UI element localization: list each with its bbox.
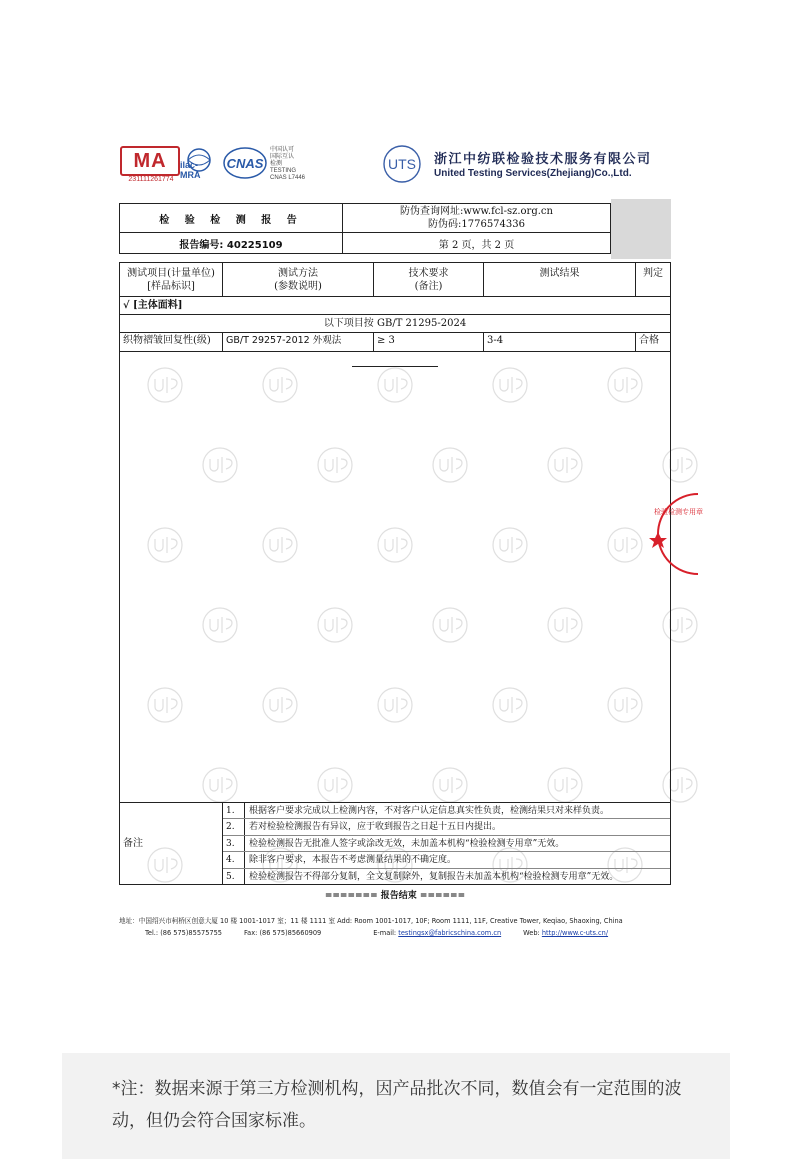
header-requirement xyxy=(374,263,484,297)
qr-code-placeholder xyxy=(611,199,671,259)
cnas-side-line: 检测 xyxy=(270,161,283,167)
cnas-side-line: CNAS L7446 xyxy=(270,175,306,181)
ilac-mra-logo xyxy=(180,146,218,182)
cnas-side-text xyxy=(270,147,310,182)
results-table xyxy=(119,262,671,885)
header-method-line: 测试方法 xyxy=(278,268,318,279)
note-line xyxy=(223,852,670,868)
stamp-text: 检验检测专用章 xyxy=(654,508,703,516)
notes-list xyxy=(223,803,670,885)
note-number: 4. xyxy=(223,852,245,867)
report-end-marker: ======= 报告结束 ====== xyxy=(324,891,466,901)
company-name-en: United Testing Services(Zhejiang)Co.,Ltd. xyxy=(434,168,632,179)
contact-line xyxy=(119,927,679,939)
cma-number: 231111261774 xyxy=(128,176,174,183)
note-line xyxy=(223,819,670,835)
table-row xyxy=(120,333,670,352)
fax: Fax: (86 575)85660909 xyxy=(244,929,322,937)
cnas-side-line: TESTING xyxy=(270,168,297,174)
note-line xyxy=(223,836,670,852)
header-method-line: (参数说明) xyxy=(274,281,322,292)
header-item-line: 测试项目(计量单位) xyxy=(127,268,215,279)
cell-item: 织物褶皱回复性(级) xyxy=(120,333,223,351)
section-label: √ [主体面料] xyxy=(120,297,670,315)
cnas-side-line: 中国认可 xyxy=(270,147,295,153)
footer-address xyxy=(119,915,679,939)
header-judgement: 判定 xyxy=(636,263,670,297)
cell-result: 3-4 xyxy=(484,333,636,351)
cell-judgement: 合格 xyxy=(639,335,659,346)
note-line xyxy=(223,869,670,885)
report-header-table xyxy=(119,203,611,254)
report-number xyxy=(120,233,343,254)
code-label: 防伪码: xyxy=(428,219,462,230)
note-text: 检验检测报告不得部分复制，全文复制除外，复制报告未加盖本机构“检验检测专用章”无效。 xyxy=(249,871,619,882)
note-number: 3. xyxy=(223,836,245,851)
disclaimer-box xyxy=(62,1053,730,1159)
note-number: 1. xyxy=(223,803,245,818)
report-number-value: 40225109 xyxy=(226,239,283,251)
uts-logo-text: UTS xyxy=(388,156,416,172)
tel: Tel.: (86 575)85575755 xyxy=(145,929,222,937)
web-label: Web: xyxy=(523,929,540,937)
cnas-side-line: 国际互认 xyxy=(270,154,295,160)
email-link[interactable]: testingsx@fabricschina.com.cn xyxy=(398,929,502,937)
cma-logo: MA xyxy=(120,146,180,176)
note-text: 根据客户要求完成以上检测内容，不对客户认定信息真实性负责，检测结果只对来样负责。 xyxy=(249,806,610,816)
uts-logo xyxy=(380,144,424,184)
disclaimer-text: *注：数据来源于第三方检测机构，因产品批次不同，数值会有一定范围的波动，但仍会符合国家标准。 xyxy=(112,1079,682,1131)
blank-line-mark xyxy=(352,366,438,367)
header-item-line: [样品标识] xyxy=(147,281,195,292)
note-line xyxy=(223,803,670,819)
page-indicator: 第 2 页，共 2 页 xyxy=(343,233,611,254)
cnas-text: CNAS xyxy=(226,156,264,171)
report-title: 检 验 检 测 报 告 xyxy=(120,204,343,233)
header-result: 测试结果 xyxy=(484,263,636,297)
cell-requirement: ≥ 3 xyxy=(374,333,484,351)
email-label: E-mail: xyxy=(373,929,397,937)
anti-fake-code: 1776574336 xyxy=(461,219,525,230)
address-line: 地址：中国绍兴市柯桥区创意大厦 10 楼 1001-1017 室；11 楼 1111 室 Add: Room 1001-1017, 10F; Room 1111, 11F, Creative Tower, Keqiao, Shaoxing, China xyxy=(119,917,623,925)
site-label: 防伪查询网址: xyxy=(400,206,464,217)
standard-line: 以下项目按 GB/T 21295-2024 xyxy=(120,315,670,333)
company-name-cn: 浙江中纺联检验技术服务有限公司 xyxy=(434,152,652,167)
report-number-label: 报告编号: xyxy=(179,239,224,251)
note-text: 检验检测报告无批准人签字或涂改无效，未加盖本机构“检验检测专用章”无效。 xyxy=(249,838,565,849)
note-number: 5. xyxy=(223,869,245,885)
header-method xyxy=(223,263,374,297)
ilac-text: ilac-MRA xyxy=(180,160,201,180)
header-requirement-line: 技术要求 xyxy=(408,268,449,279)
header-requirement-line: (备注) xyxy=(414,281,443,292)
header-item xyxy=(120,263,223,297)
official-stamp xyxy=(640,492,703,576)
note-text: 若对检验检测报告有异议，应于收到报告之日起十五日内提出。 xyxy=(249,822,502,833)
web-link[interactable]: http://www.c-uts.cn/ xyxy=(541,929,609,937)
site-url: www.fcl-sz.org.cn xyxy=(463,206,553,217)
note-text: 除非客户要求，本报告不考虑测量结果的不确定度。 xyxy=(249,855,457,866)
notes-label: 备注 xyxy=(120,803,223,885)
cell-method: GB/T 29257-2012 外观法 xyxy=(223,333,374,351)
anti-fake-info xyxy=(343,204,611,233)
cnas-logo xyxy=(222,146,268,180)
note-number: 2. xyxy=(223,819,245,834)
